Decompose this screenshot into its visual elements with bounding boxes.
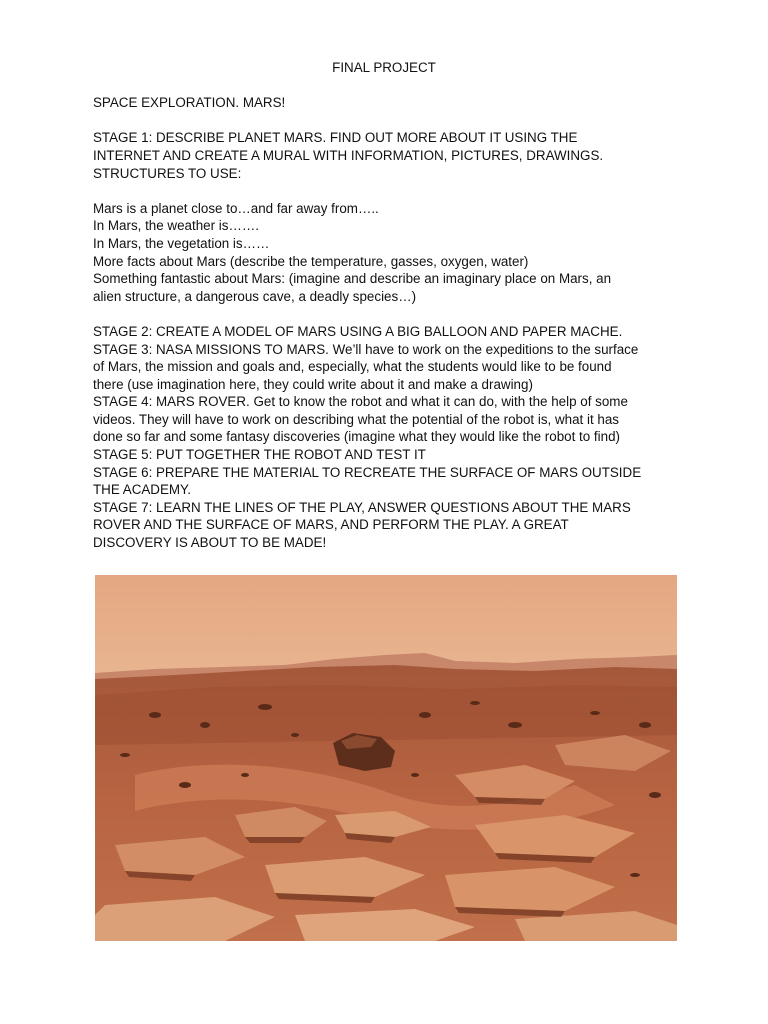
stage-line: DISCOVERY IS ABOUT TO BE MADE! — [93, 535, 327, 551]
structure-line: In Mars, the weather is……. — [93, 218, 259, 234]
stage-line: STAGE 6: PREPARE THE MATERIAL TO RECREATE THE SURFACE OF MARS OUTSIDE — [93, 464, 642, 480]
structure-line: In Mars, the vegetation is…… — [93, 235, 270, 251]
stage-line: STAGE 3: NASA MISSIONS TO MARS. We’ll have to work on the expeditions to the surface — [93, 341, 639, 357]
stage-line: ROVER AND THE SURFACE OF MARS, AND PERFORM THE PLAY. A GREAT — [93, 517, 569, 533]
subtitle: SPACE EXPLORATION. MARS! — [93, 95, 286, 111]
stage-line: STAGE 5: PUT TOGETHER THE ROBOT AND TEST IT — [93, 447, 426, 463]
stage-line: STAGE 4: MARS ROVER. Get to know the robot and what it can do, with the help of some — [93, 394, 628, 410]
stage-1-line-2: INTERNET AND CREATE A MURAL WITH INFORMATION, PICTURES, DRAWINGS. — [93, 147, 604, 163]
stage-line: STAGE 2: CREATE A MODEL OF MARS USING A BIG BALLOON AND PAPER MACHE. — [93, 323, 623, 339]
document-text — [93, 59, 693, 552]
stage-1-line-1: STAGE 1: DESCRIBE PLANET MARS. FIND OUT MORE ABOUT IT USING THE — [93, 130, 578, 146]
stage-line: done so far and some fantasy discoveries (imagine what they would like the robot to find) — [93, 429, 620, 445]
stage-line: of Mars, the mission and goals and, especially, what the students would like to be found — [93, 359, 612, 375]
mars-surface-photo — [95, 575, 677, 941]
structure-line: alien structure, a dangerous cave, a deadly species…) — [93, 288, 417, 304]
structure-line: Mars is a planet close to…and far away from….. — [93, 200, 379, 216]
mars-landscape — [95, 575, 677, 941]
stage-line: THE ACADEMY. — [93, 482, 191, 498]
stage-line: STAGE 7: LEARN THE LINES OF THE PLAY, ANSWER QUESTIONS ABOUT THE MARS — [93, 499, 631, 515]
page-title: FINAL PROJECT — [332, 60, 436, 75]
stage-1-line-3: STRUCTURES TO USE: — [93, 165, 242, 181]
stage-line: videos. They will have to work on describing what the potential of the robot is, what it has — [93, 411, 619, 427]
structure-line: More facts about Mars (describe the temperature, gasses, oxygen, water) — [93, 253, 529, 269]
rocky-band — [95, 685, 677, 745]
structure-line: Something fantastic about Mars: (imagine and describe an imaginary place on Mars, an — [93, 271, 612, 287]
stage-line: there (use imagination here, they could write about it and make a drawing) — [93, 376, 533, 392]
